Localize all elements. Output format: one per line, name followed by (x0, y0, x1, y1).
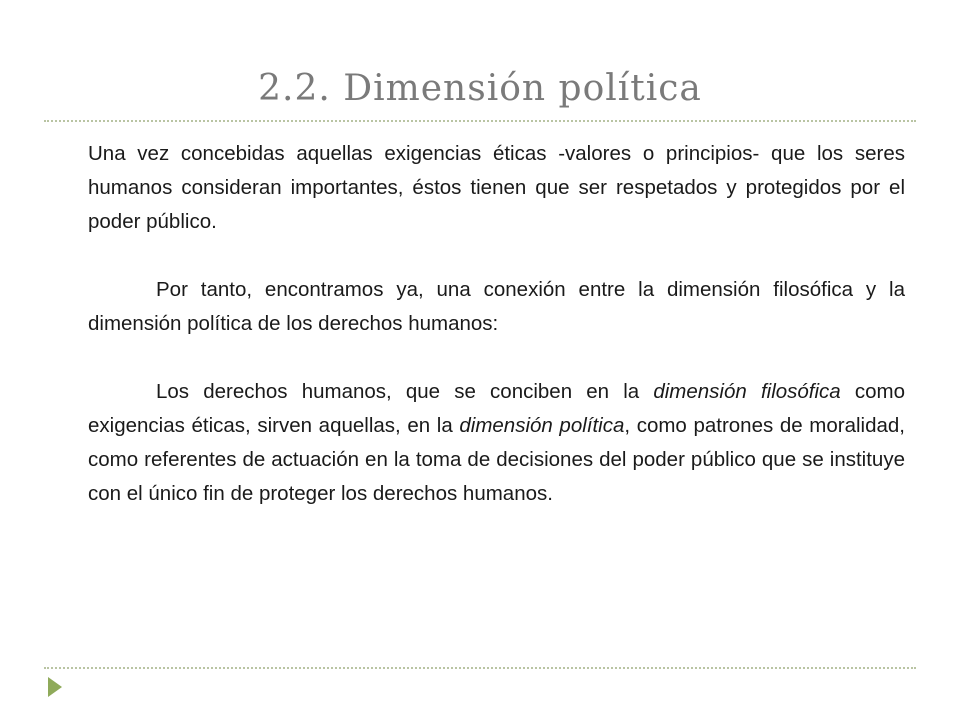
paragraph-1: Una vez concebidas aquellas exigencias éticas -valores o principios- que los seres humanos consideran importantes, éstos tienen que ser respetados y protegidos por el poder público. (88, 142, 905, 233)
paragraph-3 (88, 375, 905, 511)
paragraph-3-italic-2: dimensión política (459, 414, 625, 437)
paragraph-3-part-3: , como patrones de moralidad, como referentes de actuación en la toma de decisiones del poder público que se instituye con el único fin de proteger los derechos humanos. (88, 414, 906, 505)
bottom-divider (44, 667, 916, 669)
triangle-arrow-right-icon (48, 677, 62, 697)
paragraph-3-part-1: Los derechos humanos, que se conciben en la (156, 380, 654, 403)
paragraph-3-part-2: como exigencias éticas, sirven aquellas, en la (88, 380, 905, 437)
top-divider (44, 120, 916, 122)
slide-body (88, 137, 905, 545)
page-title: 2.2. Dimensión política (258, 68, 702, 109)
paragraph-2: Por tanto, encontramos ya, una conexión entre la dimensión filosófica y la dimensión política de los derechos humanos: (88, 278, 905, 335)
paragraph-3-italic-1: dimensión filosófica (653, 380, 841, 403)
